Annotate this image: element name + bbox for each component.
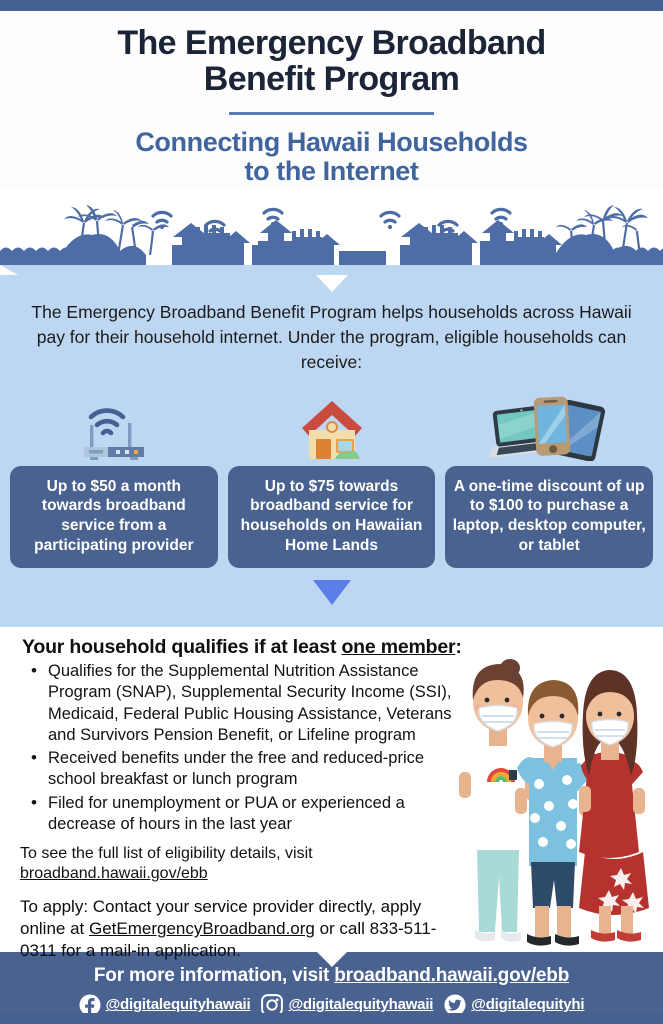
apply-suffix: for a mail-in application. [56,941,241,961]
apply-phone-number[interactable]: 833-511-0311 [20,919,437,961]
apply-prefix: To apply: Contact your service provider directly, apply online at [20,897,422,939]
benefit-cards [10,389,653,568]
benefit-card-text: Up to $75 towards broadband service for households on Hawaiian Home Lands [228,466,436,568]
eligibility-details-link[interactable]: broadband.hawaii.gov/ebb [20,865,208,883]
apply-instructions [20,896,462,962]
poster-header [0,11,663,187]
benefit-card-text: Up to $50 a month towards broadband service from a participating provider [10,466,218,568]
hawaii-skyline-illustration [0,193,663,275]
devices-icon [489,389,609,461]
list-item: • Qualifies for the Supplemental Nutrition Assistance Program (SNAP), Supplemental Security Income (SSI), Medicaid, Federal Public Housing Assistance, Veterans and Survivors Pension Benefit, or Lifeline program [31,661,462,746]
apply-online-link[interactable]: GetEmergencyBroadband.org [89,919,315,939]
twitter-icon [444,994,466,1016]
social-link-facebook[interactable] [79,994,251,1016]
eligibility-heading-emphasis: one member [341,635,456,658]
list-item: • Received benefits under the free and reduced-price school breakfast or lunch program [31,748,462,791]
devices-svg [489,391,609,461]
eligibility-details-note [20,844,462,884]
instagram-icon [261,994,283,1016]
family-svg [453,652,663,952]
benefit-card [228,389,436,568]
instagram-handle[interactable]: @digitalequityhawaii [288,996,434,1014]
twitter-handle[interactable]: @digitalequityhi [471,996,585,1014]
skyline-svg [0,193,663,275]
title-line-1: The Emergency Broadband [117,24,546,62]
title-line-2: Benefit Program [203,60,460,99]
note-prefix: To see the full list of eligibility details, visit [20,845,313,863]
facebook-handle[interactable]: @digitalequityhawaii [105,996,251,1014]
eligibility-heading-prefix: Your household qualifies if at least [22,635,342,658]
poster-footer [0,952,663,1024]
eligibility-text-block [0,636,462,963]
benefit-card [445,389,653,568]
social-link-instagram[interactable] [261,994,433,1016]
page-subtitle [30,128,633,187]
facebook-icon [79,994,101,1016]
title-divider [229,112,434,115]
person-right [579,670,649,942]
house-svg [299,397,365,461]
wifi-router-icon [78,389,150,461]
family-illustration [453,652,663,952]
more-information-prefix: For more information, visit [93,964,335,986]
eligibility-heading-suffix: : [455,635,462,658]
eligibility-section [0,627,663,961]
band-top-notch [316,275,348,292]
eligibility-criteria-list [12,661,462,835]
list-item: • Filed for unemployment or PUA or experienced a decrease of hours in the last year [31,793,462,836]
house-icon [299,389,365,461]
apply-middle: or call [314,919,370,939]
subtitle-line-1: Connecting Hawaii Households [135,126,528,157]
social-link-twitter[interactable] [444,994,584,1016]
social-links [0,994,663,1016]
benefit-card-text: A one-time discount of up to $100 to purchase a laptop, desktop computer, or tablet [445,466,653,568]
subtitle-line-2: to the Internet [244,156,419,187]
down-arrow-icon [313,580,351,605]
eligibility-heading [22,636,462,659]
program-intro-text: The Emergency Broadband Benefit Program helps households across Hawaii pay for their household internet. Under the program, eligible households can receive: [31,302,632,372]
page-title [40,25,623,98]
benefit-card [10,389,218,568]
more-information-line [0,965,663,987]
benefits-band [0,275,663,627]
more-information-link[interactable]: broadband.hawaii.gov/ebb [334,964,570,986]
wifi-router-svg [78,397,150,461]
